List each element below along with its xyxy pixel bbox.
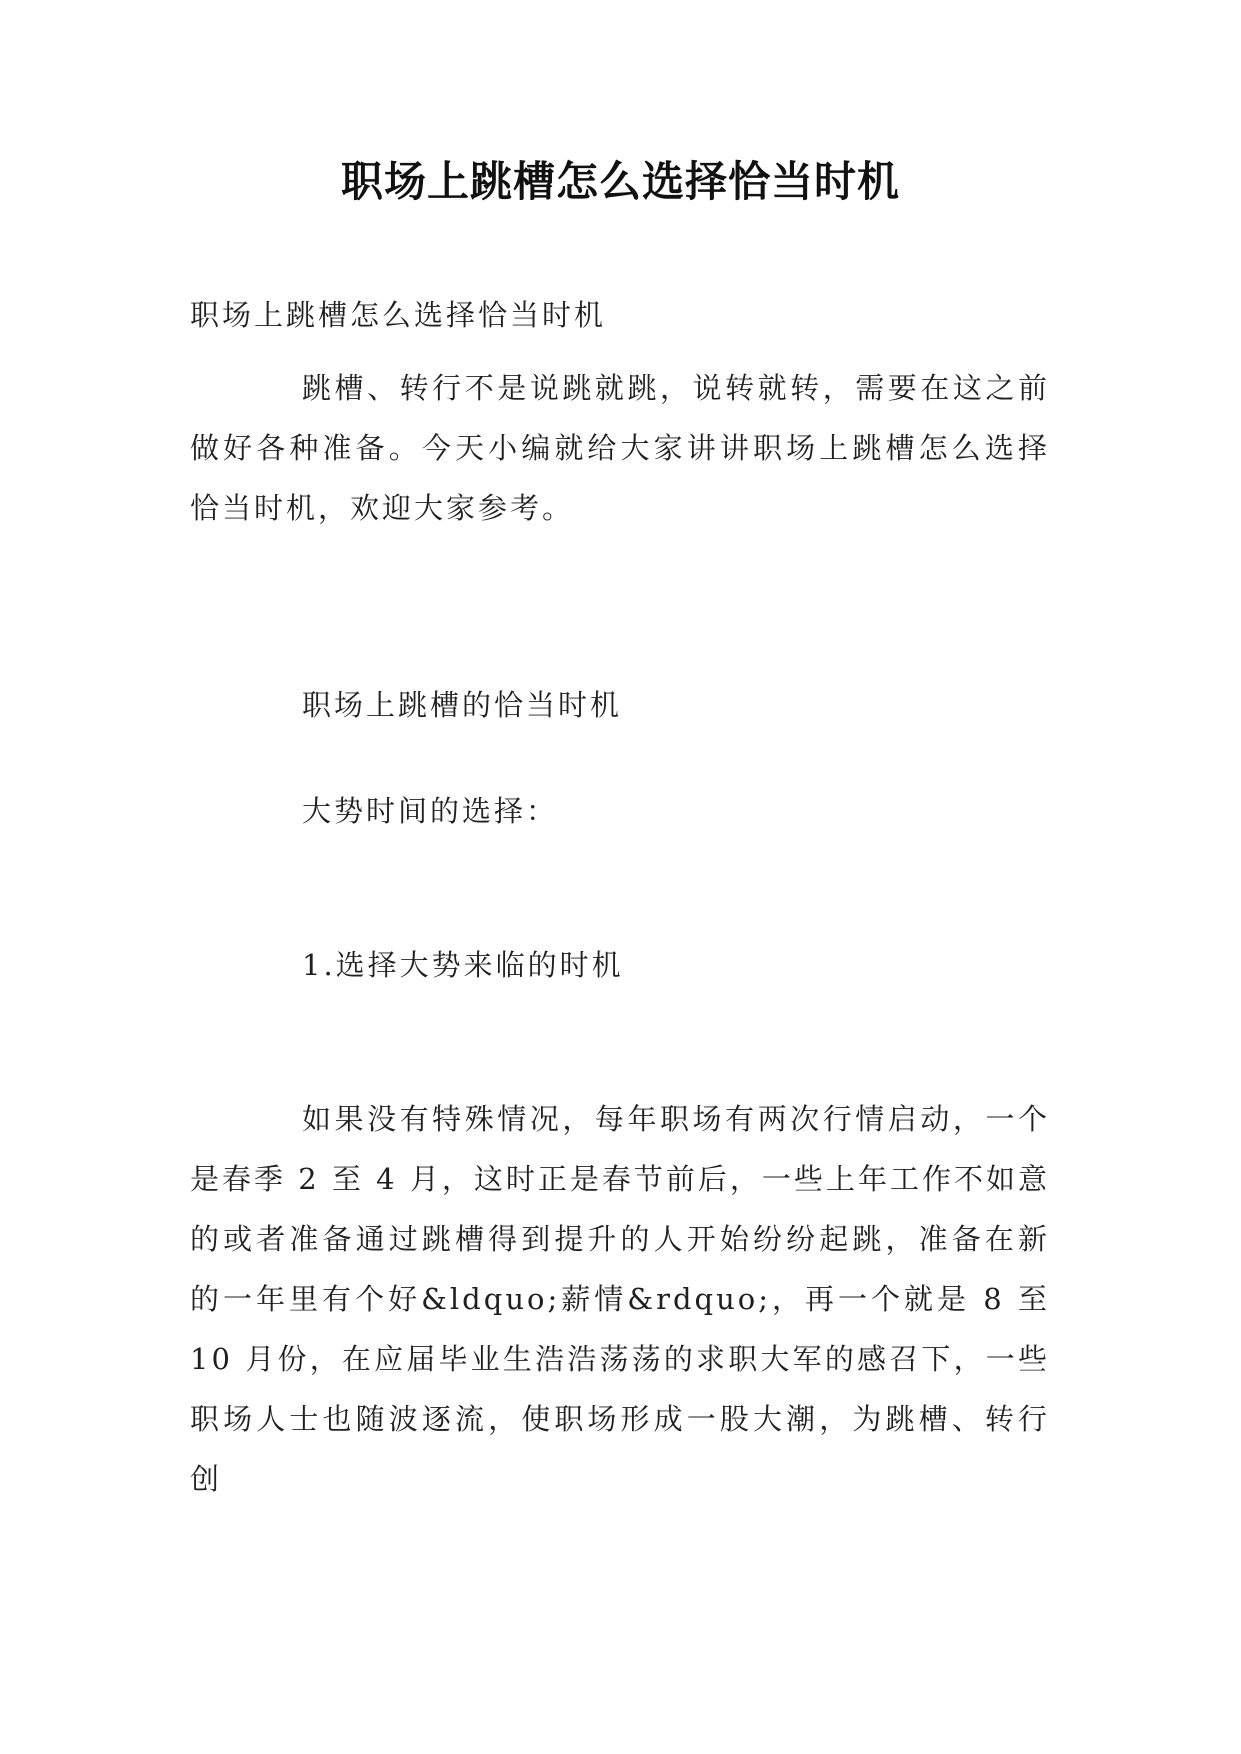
subsection-heading: 大势时间的选择： [302,794,559,828]
body-paragraph: 如果没有特殊情况，每年职场有两次行情启动，一个是春季 2 至 4 月，这时正是春节前后，一些上年工作不如意的或者准备通过跳槽得到提升的人开始纷纷起跳，准备在新的一年里有个好&ldquo;薪情&rdquo;，再一个就是 8 至 10 月份，在应届毕业生浩浩荡荡的求职大军的感召下，一些职场人士也随波逐流，使职场形成一股大潮，为跳槽、转行创 [190,1102,1050,1496]
document-subtitle: 职场上跳槽怎么选择恰当时机 [190,298,607,332]
item-heading: 1.选择大势来临的时机 [302,948,624,982]
section-heading: 职场上跳槽的恰当时机 [302,688,623,722]
document-title: 职场上跳槽怎么选择恰当时机 [340,157,900,206]
intro-paragraph: 跳槽、转行不是说跳就跳，说转就转，需要在这之前做好各种准备。今天小编就给大家讲讲职场上跳槽怎么选择恰当时机，欢迎大家参考。 [190,371,1050,525]
